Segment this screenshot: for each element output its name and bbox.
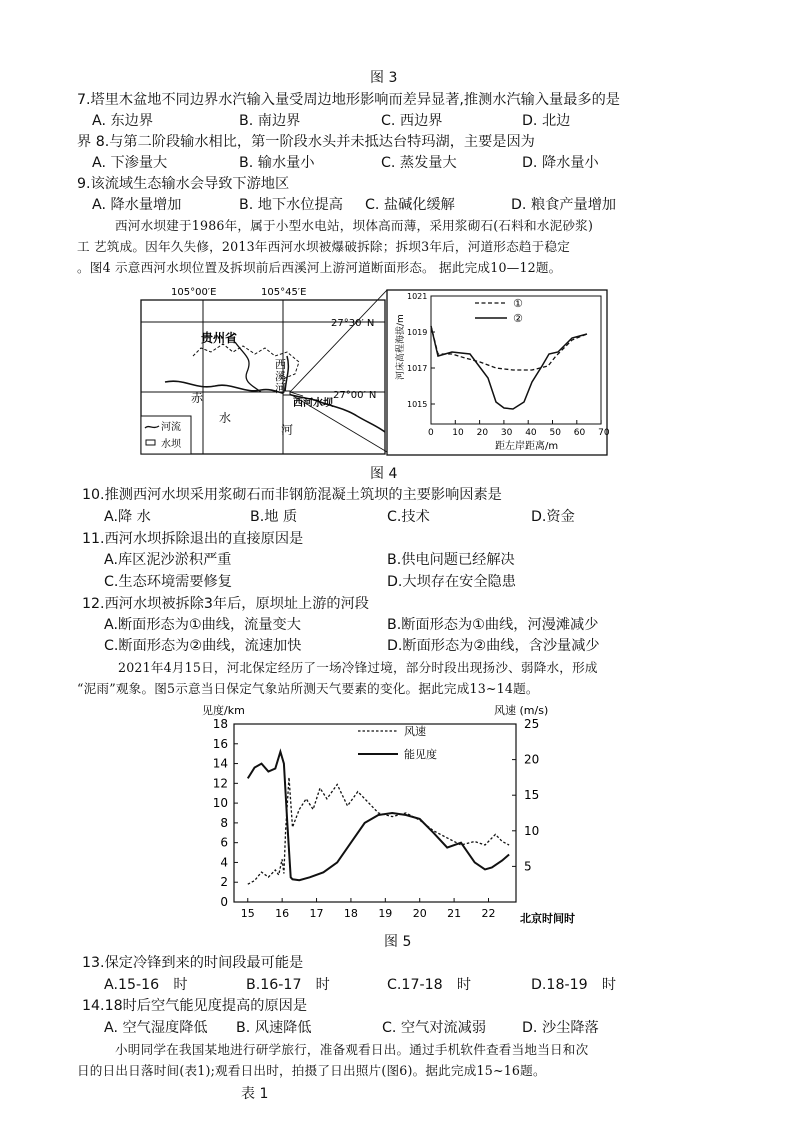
q13-option-b: B.16-17 时 — [246, 977, 330, 993]
plot-frame — [234, 724, 516, 902]
x-tick-label: 15 — [240, 907, 255, 920]
question-12-stem: 12.西河水坝被拆除3年后，原坝址上游的河段 — [82, 596, 369, 612]
x-tick-label: 18 — [343, 907, 358, 920]
profile-curve-1 — [431, 326, 587, 370]
question-11-stem: 11.西河水坝拆除退出的直接原因是 — [82, 531, 304, 547]
table-1-caption: 表 1 — [241, 1086, 269, 1102]
legend-series1-label: ① — [513, 297, 523, 310]
question-13-stem: 13.保定冷锋到来的时间段最可能是 — [82, 955, 304, 971]
lat-label-2: 27°00′ N — [333, 390, 377, 401]
xixi-char-2: 溪 — [275, 370, 286, 383]
profile-xtick-label: 0 — [428, 428, 434, 438]
q9-option-c: C. 盐碱化缓解 — [365, 197, 455, 213]
q13-option-a: A.15-16 时 — [104, 977, 188, 993]
left-axis-title: 见度/km — [202, 704, 245, 717]
q10-option-a: A.降 水 — [104, 509, 151, 525]
province-label: 贵州省 — [201, 331, 238, 345]
q8-option-a: A. 下渗量大 — [92, 155, 168, 171]
q9-option-b: B. 地下水位提高 — [239, 197, 343, 213]
passage-dam-line-1: 西河水坝建于1986年，属于小型水电站，坝体高而薄，采用浆砌石(石料和水泥砂浆) — [115, 218, 594, 233]
legend-series2-label: ② — [513, 312, 523, 325]
legend-dam-label: 水坝 — [161, 439, 181, 450]
left-tick-label: 18 — [212, 717, 228, 731]
q11-option-d: D.大坝存在安全隐患 — [387, 574, 516, 590]
q14-option-b: B. 风速降低 — [236, 1020, 312, 1036]
question-7-stem: 7.塔里木盆地不同边界水汽输入量受周边地形影响而差异显著,推测水汽输入量最多的是 — [77, 92, 620, 108]
legend-river-label: 河流 — [161, 422, 181, 433]
profile-xtick-label: 30 — [500, 428, 513, 438]
q7-option-a: A. 东边界 — [92, 113, 154, 129]
x-tick-label: 16 — [275, 907, 290, 920]
q14-option-d: D. 沙尘降落 — [522, 1020, 599, 1036]
q13-option-d: D.18-19 时 — [531, 977, 617, 993]
x-tick-label: 21 — [447, 907, 462, 920]
q12-option-a: A.断面形态为①曲线，流量变大 — [104, 617, 301, 633]
left-tick-label: 12 — [212, 776, 228, 791]
q8-option-c: C. 蒸发量大 — [381, 155, 457, 171]
right-tick-label: 15 — [524, 788, 540, 803]
profile-xtick-label: 50 — [549, 428, 561, 438]
xixi-char-1: 西 — [275, 358, 286, 371]
q13-option-c: C.17-18 时 — [387, 977, 472, 993]
q10-option-b: B.地 质 — [250, 509, 298, 525]
legend-dam-symbol — [146, 440, 155, 445]
q9-option-d: D. 粮食产量增加 — [511, 197, 617, 213]
profile-ylabel: 河床高程海拔/m — [396, 314, 406, 380]
q9-option-a: A. 降水量增加 — [92, 197, 182, 213]
lon-label-1: 105°00′E — [171, 287, 217, 298]
q12-option-d: D.断面形态为②曲线，含沙量减少 — [387, 638, 600, 654]
q8-option-d: D. 降水量小 — [522, 155, 599, 171]
q14-option-c: C. 空气对流减弱 — [382, 1020, 487, 1036]
profile-xtick-label: 60 — [573, 428, 586, 438]
passage-dam-line-2: 工 艺筑成。因年久失修，2013年西河水坝被爆破拆除；拆坝3年后，河道形态趋于稳定 — [77, 239, 571, 254]
profile-xtick-label: 70 — [598, 428, 610, 438]
left-tick-label: 14 — [212, 756, 228, 771]
x-axis-title: 北京时间时 — [520, 912, 575, 925]
left-tick-label: 10 — [212, 796, 228, 811]
passage-dust-line-2: “泥雨”观象。图5示意当日保定气象站所测天气要素的变化。据此完成13~14题。 — [77, 681, 539, 696]
q8-option-b: B. 输水量小 — [239, 155, 315, 171]
q7-option-b: B. 南边界 — [239, 113, 301, 129]
question-9-stem: 9.该流域生态输水会导致下游地区 — [77, 176, 290, 192]
q12-option-c: C.断面形态为②曲线，流速加快 — [104, 638, 302, 654]
xixi-char-3: 河 — [275, 382, 286, 395]
right-tick-label: 5 — [524, 859, 532, 874]
q7-option-c: C. 西边界 — [381, 113, 443, 129]
figure-4-caption: 图 4 — [370, 466, 398, 482]
question-10-stem: 10.推测西河水坝采用浆砌石而非钢筋混凝土筑坝的主要影响因素是 — [82, 487, 502, 503]
figure-5-caption: 图 5 — [384, 934, 412, 950]
profile-ytick-label: 1021 — [407, 292, 428, 301]
right-axis-title: 风速 (m/s) — [494, 704, 549, 717]
q12-option-b: B.断面形态为①曲线，河漫滩减少 — [387, 617, 599, 633]
left-tick-label: 16 — [212, 736, 228, 751]
q11-option-a: A.库区泥沙淤积严重 — [104, 552, 232, 568]
x-tick-label: 17 — [309, 907, 324, 920]
left-tick-label: 8 — [220, 815, 228, 830]
chishui-char-2: 水 — [219, 411, 232, 425]
passage-sun-line-1: 小明同学在我国某地进行研学旅行，准备观看日出。通过手机软件查看当地当日和次 — [115, 1042, 589, 1057]
q11-option-c: C.生态环境需要修复 — [104, 574, 232, 590]
left-tick-label: 2 — [220, 875, 228, 890]
passage-dam-line-3: 。图4 示意西河水坝位置及拆坝前后西溪河上游河道断面形态。 据此完成10—12题。 — [77, 260, 562, 275]
legend-vis-label: 能见度 — [404, 748, 437, 761]
chishui-char-1: 赤 — [191, 391, 204, 405]
q7-option-d: D. 北边 — [522, 113, 571, 129]
passage-sun-line-2: 日的日出日落时间(表1);观看日出时，拍摄了日出照片(图6)。据此完成15~16题。 — [77, 1063, 546, 1078]
profile-xtick-label: 10 — [452, 428, 464, 438]
right-tick-label: 20 — [524, 752, 540, 767]
lon-label-2: 105°45′E — [261, 287, 307, 298]
left-tick-label: 0 — [220, 895, 228, 909]
profile-xtick-label: 40 — [525, 428, 537, 438]
dam-label: 西河水坝 — [293, 398, 333, 409]
q10-option-c: C.技术 — [387, 509, 430, 525]
x-tick-label: 19 — [378, 907, 393, 920]
figure-5-chart — [198, 700, 593, 928]
profile-xlabel: 距左岸距离/m — [495, 441, 559, 452]
visibility-line — [248, 752, 509, 881]
figure-4 — [135, 282, 615, 460]
profile-ytick-label: 1017 — [407, 364, 428, 373]
connector-top — [290, 290, 387, 392]
question-14-stem: 14.18时后空气能见度提高的原因是 — [82, 998, 308, 1014]
profile-ytick-label: 1015 — [407, 400, 428, 409]
lat-label-1: 27°30′ N — [331, 318, 375, 329]
chishui-char-3: 河 — [281, 423, 294, 437]
connector-bottom — [290, 394, 387, 452]
q14-option-a: A. 空气湿度降低 — [104, 1020, 208, 1036]
profile-curve-2 — [431, 326, 587, 409]
x-tick-label: 20 — [412, 907, 427, 920]
q10-option-d: D.资金 — [531, 509, 575, 525]
x-tick-label: 22 — [481, 907, 496, 920]
question-8-stem: 界 8.与第二阶段输水相比，第一阶段水头并未抵达台特玛湖，主要是因为 — [77, 134, 535, 150]
profile-ytick-label: 1019 — [407, 328, 428, 337]
legend-wind-label: 风速 — [404, 725, 426, 738]
left-tick-label: 6 — [220, 835, 228, 850]
q11-option-b: B.供电问题已经解决 — [387, 552, 515, 568]
right-tick-label: 25 — [524, 717, 540, 731]
passage-dust-line-1: 2021年4月15日，河北保定经历了一场冷锋过境，部分时段出现扬沙、弱降水，形成 — [118, 660, 598, 675]
left-tick-label: 4 — [220, 855, 228, 870]
figure-3-caption: 图 3 — [370, 70, 398, 86]
right-tick-label: 10 — [524, 823, 540, 838]
profile-xtick-label: 20 — [476, 428, 489, 438]
